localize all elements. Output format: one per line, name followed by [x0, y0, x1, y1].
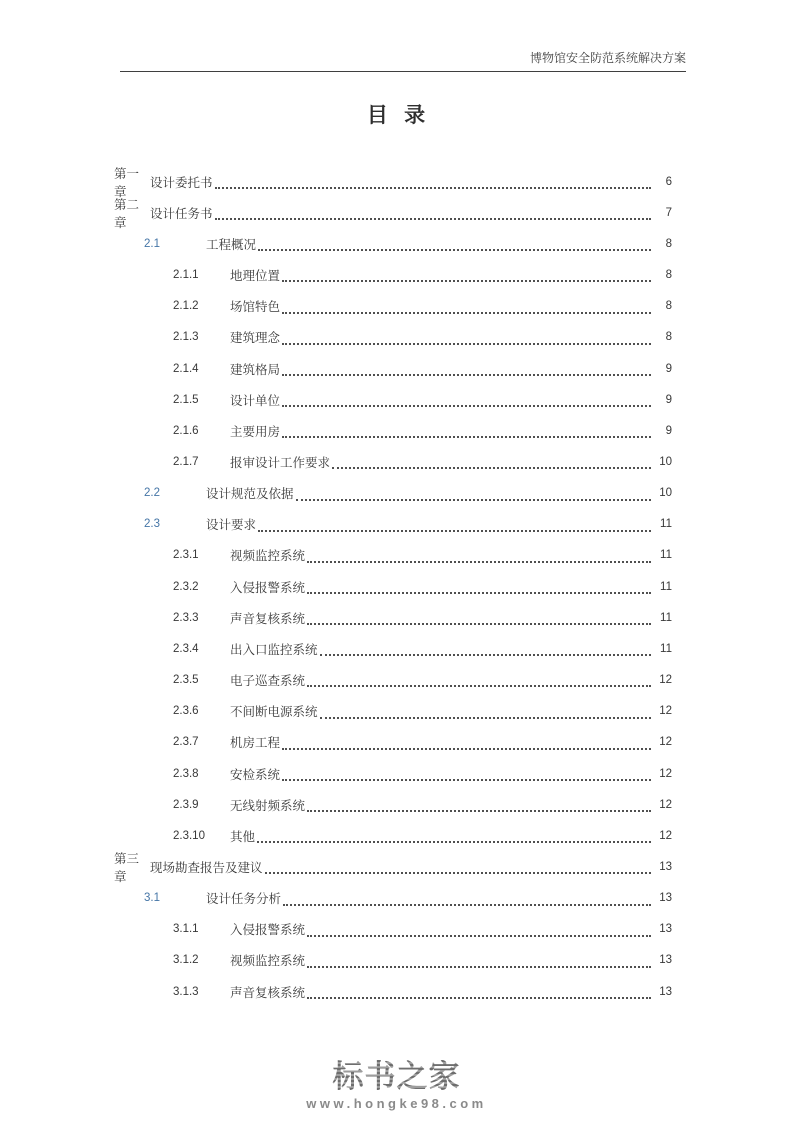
- toc-entry[interactable]: [114, 259, 672, 290]
- dot-leader: [307, 579, 651, 594]
- dot-leader: [332, 455, 651, 470]
- toc-entry[interactable]: [114, 758, 672, 789]
- toc-entry-number: 2.2: [144, 487, 160, 500]
- toc-entry-page-number: 12: [659, 674, 672, 687]
- toc-entry-title: 设计委托书: [150, 175, 213, 190]
- toc-entry-title: 建筑格局: [230, 362, 281, 377]
- toc-entry-page-number: 8: [665, 300, 672, 313]
- toc-entry-title: 视频监控系统: [230, 954, 306, 969]
- watermark-url: www.hongke98.com: [306, 1096, 487, 1111]
- toc-entry-title: 声音复核系统: [230, 985, 306, 1000]
- toc-entry-page-number: 13: [659, 861, 672, 874]
- toc-entry[interactable]: [114, 291, 672, 322]
- toc-list: [114, 166, 672, 1007]
- toc-entry-title: 声音复核系统: [230, 611, 306, 626]
- toc-entry-title: 场馆特色: [230, 300, 281, 315]
- dot-leader: [282, 330, 651, 345]
- toc-entry-title: 设计要求: [206, 518, 257, 533]
- toc-entry-page-number: 8: [665, 237, 672, 250]
- toc-entry-number: 2.3.10: [173, 829, 205, 842]
- dot-leader: [265, 860, 651, 875]
- toc-entry-page-number: 9: [665, 393, 672, 406]
- toc-entry-page-number: 8: [665, 269, 672, 282]
- toc-entry-title: 不间断电源系统: [230, 705, 318, 720]
- toc-entry-number: 2.1: [144, 237, 160, 250]
- dot-leader: [257, 828, 651, 843]
- dot-leader: [282, 268, 651, 283]
- toc-entry-number: 第三章: [114, 852, 140, 885]
- toc-entry[interactable]: [114, 446, 672, 477]
- toc-entry-page-number: 12: [659, 798, 672, 811]
- toc-entry[interactable]: [114, 727, 672, 758]
- toc-entry-number: 3.1.1: [173, 923, 199, 936]
- toc-entry-number: 2.3.4: [173, 642, 199, 655]
- toc-entry-page-number: 13: [659, 985, 672, 998]
- toc-entry-title: 主要用房: [230, 424, 281, 439]
- toc-entry[interactable]: [114, 851, 672, 885]
- toc-entry-number: 2.1.4: [173, 362, 199, 375]
- dot-leader: [282, 392, 651, 407]
- toc-entry-number: 2.1.5: [173, 393, 199, 406]
- toc-entry-number: 第一章: [114, 166, 140, 199]
- toc-entry[interactable]: [114, 197, 672, 228]
- toc-entry[interactable]: [114, 322, 672, 353]
- dot-leader: [215, 205, 651, 220]
- toc-entry-title: 现场勘查报告及建议: [150, 861, 263, 876]
- toc-entry-page-number: 13: [659, 923, 672, 936]
- toc-entry-page-number: 7: [665, 206, 672, 219]
- toc-entry[interactable]: [114, 883, 672, 914]
- toc-entry-number: 2.1.6: [173, 424, 199, 437]
- dot-leader: [258, 517, 651, 532]
- toc-entry-number: 3.1: [144, 892, 160, 905]
- toc-entry[interactable]: [114, 696, 672, 727]
- toc-entry-page-number: 11: [660, 549, 672, 562]
- toc-entry[interactable]: [114, 633, 672, 664]
- toc-entry-page-number: 13: [659, 954, 672, 967]
- toc-entry-title: 安检系统: [230, 767, 281, 782]
- toc-entry[interactable]: [114, 820, 672, 851]
- watermark-brand: 标书之家: [0, 1060, 793, 1094]
- toc-entry-number: 3.1.3: [173, 985, 199, 998]
- dot-leader: [282, 361, 651, 376]
- dot-leader: [296, 486, 651, 501]
- toc-entry-title: 工程概况: [206, 237, 257, 252]
- toc-entry-page-number: 11: [660, 518, 672, 531]
- toc-entry-number: 2.3.8: [173, 767, 199, 780]
- dot-leader: [307, 953, 651, 968]
- toc-entry[interactable]: [114, 415, 672, 446]
- dot-leader: [258, 236, 651, 251]
- watermark: [0, 1060, 793, 1111]
- toc-entry-page-number: 11: [660, 580, 672, 593]
- dot-leader: [307, 610, 651, 625]
- toc-entry-title: 入侵报警系统: [230, 580, 306, 595]
- toc-entry-page-number: 6: [665, 175, 672, 188]
- toc-entry-title: 出入口监控系统: [230, 642, 318, 657]
- dot-leader: [320, 704, 651, 719]
- dot-leader: [282, 766, 651, 781]
- toc-entry[interactable]: [114, 384, 672, 415]
- dot-leader: [320, 642, 651, 657]
- toc-entry-title: 地理位置: [230, 269, 281, 284]
- toc-entry[interactable]: [114, 540, 672, 571]
- toc-entry[interactable]: [114, 228, 672, 259]
- toc-entry-number: 2.1.1: [173, 269, 199, 282]
- toc-entry-page-number: 12: [659, 705, 672, 718]
- toc-entry-page-number: 12: [659, 829, 672, 842]
- toc-entry-title: 电子巡查系统: [230, 674, 306, 689]
- toc-entry-page-number: 10: [659, 487, 672, 500]
- toc-entry-page-number: 8: [665, 331, 672, 344]
- dot-leader: [307, 548, 651, 563]
- toc-entry-page-number: 9: [665, 362, 672, 375]
- toc-entry[interactable]: [114, 665, 672, 696]
- toc-entry-number: 2.3: [144, 518, 160, 531]
- dot-leader: [282, 423, 651, 438]
- toc-entry-number: 2.3.1: [173, 549, 199, 562]
- toc-entry-title: 报审设计工作要求: [230, 455, 331, 470]
- toc-entry[interactable]: [114, 602, 672, 633]
- toc-entry[interactable]: [114, 509, 672, 540]
- toc-heading: 目 录: [366, 103, 427, 127]
- dot-leader: [307, 797, 651, 812]
- toc-entry-title: 视频监控系统: [230, 549, 306, 564]
- toc-entry[interactable]: [114, 914, 672, 945]
- toc-entry-title: 设计规范及依据: [206, 487, 294, 502]
- toc-entry-title: 入侵报警系统: [230, 923, 306, 938]
- running-header-title: 博物馆安全防范系统解决方案: [529, 51, 686, 65]
- toc-entry-page-number: 11: [660, 642, 672, 655]
- toc-entry[interactable]: [114, 166, 672, 197]
- toc-entry[interactable]: [114, 789, 672, 820]
- dot-leader: [307, 984, 651, 999]
- toc-entry-number: 2.3.9: [173, 798, 199, 811]
- toc-entry-title: 无线射频系统: [230, 798, 306, 813]
- toc-entry[interactable]: [114, 353, 672, 384]
- toc-entry-page-number: 13: [659, 892, 672, 905]
- toc-entry[interactable]: [114, 976, 672, 1007]
- dot-leader: [307, 922, 651, 937]
- toc-entry-title: 设计任务分析: [206, 892, 282, 907]
- dot-leader: [283, 891, 651, 906]
- toc-entry-number: 3.1.2: [173, 954, 199, 967]
- toc-entry-page-number: 10: [659, 455, 672, 468]
- toc-entry[interactable]: [114, 945, 672, 976]
- toc-entry-number: 2.3.3: [173, 611, 199, 624]
- toc-entry-page-number: 9: [665, 424, 672, 437]
- toc-entry-page-number: 12: [659, 767, 672, 780]
- toc-entry-title: 其他: [230, 829, 256, 844]
- toc-entry-number: 2.3.7: [173, 736, 199, 749]
- running-header: [120, 50, 686, 72]
- dot-leader: [282, 299, 651, 314]
- dot-leader: [215, 174, 651, 189]
- toc-entry-title: 建筑理念: [230, 331, 281, 346]
- toc-entry-page-number: 11: [660, 611, 672, 624]
- toc-entry-number: 2.1.7: [173, 455, 199, 468]
- dot-leader: [282, 735, 651, 750]
- toc-entry-title: 设计任务书: [150, 206, 213, 221]
- toc-entry-number: 2.3.5: [173, 674, 199, 687]
- toc-entry-number: 2.3.6: [173, 705, 199, 718]
- toc-entry-page-number: 12: [659, 736, 672, 749]
- toc-entry-number: 2.3.2: [173, 580, 199, 593]
- toc-entry-title: 机房工程: [230, 736, 281, 751]
- toc-entry-number: 第二章: [114, 197, 140, 230]
- toc-entry-title: 设计单位: [230, 393, 281, 408]
- toc-entry[interactable]: [114, 478, 672, 509]
- toc-entry-number: 2.1.2: [173, 300, 199, 313]
- toc-entry[interactable]: [114, 571, 672, 602]
- dot-leader: [307, 673, 651, 688]
- toc-entry-number: 2.1.3: [173, 331, 199, 344]
